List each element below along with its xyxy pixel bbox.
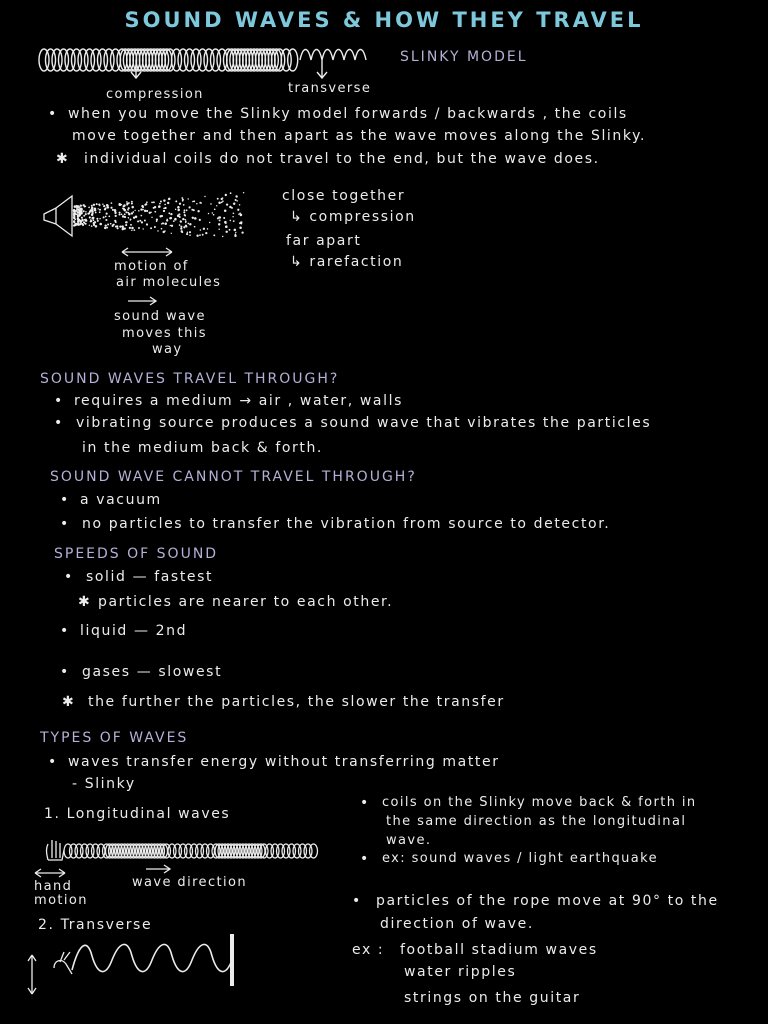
bullet-dot: •	[64, 569, 74, 585]
longitudinal-example: ex: sound waves / light earthquake	[382, 851, 658, 866]
types-heading: TYPES OF WAVES	[40, 730, 189, 746]
motion-label-line1: motion of	[114, 259, 189, 274]
bullet-dot: •	[360, 851, 370, 867]
bullet-dot: •	[54, 393, 64, 409]
double-arrow-icon	[118, 244, 178, 260]
sound-wave-label-line1: sound wave	[114, 309, 206, 324]
right-arrow-icon	[126, 294, 162, 308]
speaker-particles-diagram	[38, 190, 258, 250]
hand-label-line2: motion	[34, 893, 88, 908]
slinky-model-heading: SLINKY MODEL	[400, 49, 528, 65]
transverse-label: transverse	[288, 81, 372, 96]
longitudinal-bullet-line3: wave.	[386, 833, 432, 848]
hand-label-line1: hand	[34, 879, 73, 894]
bullet-dot: •	[360, 795, 370, 811]
example-ripples: water ripples	[404, 964, 517, 980]
bullet-dot: •	[48, 106, 58, 122]
slinky-bullet-line1: when you move the Slinky model forwards / backwards , the coils	[68, 106, 628, 122]
speeds-heading: SPEEDS OF SOUND	[54, 546, 219, 562]
example-guitar: strings on the guitar	[404, 990, 581, 1006]
star-icon: ✱	[78, 594, 92, 610]
bullet-dot: •	[352, 893, 362, 909]
compression-arrow-icon	[128, 58, 148, 82]
transverse-wave-drawing	[48, 930, 244, 992]
vibrating-bullet-line2: in the medium back & forth.	[82, 440, 323, 456]
longitudinal-title: 1. Longitudinal waves	[44, 806, 231, 822]
vacuum-bullet: a vacuum	[80, 492, 162, 508]
wave-direction-label: wave direction	[132, 875, 247, 890]
transverse-title: 2. Transverse	[38, 917, 153, 933]
travel-through-heading: SOUND WAVES TRAVEL THROUGH?	[40, 371, 340, 387]
far-apart-label: far apart	[286, 233, 362, 249]
rarefaction-note: ↳ rarefaction	[290, 254, 404, 270]
motion-label-line2: air molecules	[116, 275, 222, 290]
medium-bullet: requires a medium → air , water, walls	[74, 393, 403, 409]
bullet-dot: •	[60, 623, 70, 639]
solid-speed: solid — fastest	[86, 569, 214, 585]
bullet-dot: •	[48, 754, 58, 770]
hand-motion-arrow-icon	[32, 866, 70, 880]
gases-speed: gases — slowest	[82, 664, 223, 680]
cannot-travel-heading: SOUND WAVE CANNOT TRAVEL THROUGH?	[50, 469, 417, 485]
close-together-label: close together	[282, 188, 406, 204]
compression-label: compression	[106, 87, 204, 102]
liquid-speed: liquid — 2nd	[80, 623, 188, 639]
wave-direction-arrow-icon	[144, 862, 174, 876]
transverse-bullet-line2: direction of wave.	[380, 916, 534, 932]
bullet-dot: •	[60, 664, 70, 680]
slinky-bullet-line2: move together and then apart as the wave moves along the Slinky.	[72, 128, 647, 144]
star-icon: ✱	[56, 151, 70, 167]
longitudinal-spring-drawing	[64, 838, 324, 864]
no-particles-bullet: no particles to transfer the vibration from source to detector.	[82, 516, 611, 532]
sound-wave-label-line2: moves this	[122, 326, 207, 341]
slinky-note: individual coils do not travel to the end, but the wave does.	[84, 151, 600, 167]
compression-note: ↳ compression	[290, 209, 416, 225]
star-icon: ✱	[62, 694, 76, 710]
speed-note: the further the particles, the slower the transfer	[88, 694, 505, 710]
vibrating-bullet-line1: vibrating source produces a sound wave that vibrates the particles	[76, 415, 652, 431]
slinky-sub: - Slinky	[72, 776, 136, 792]
longitudinal-bullet-line1: coils on the Slinky move back & forth in	[382, 795, 697, 810]
bullet-dot: •	[54, 415, 64, 431]
transverse-bullet-line1: particles of the rope move at 90° to the	[376, 893, 719, 909]
example-label: ex :	[352, 942, 385, 958]
bullet-dot: •	[60, 516, 70, 532]
energy-bullet: waves transfer energy without transferring matter	[68, 754, 500, 770]
sound-wave-label-line3: way	[152, 342, 183, 357]
transverse-arrow-icon	[314, 58, 334, 82]
page-title: SOUND WAVES & HOW THEY TRAVEL	[124, 8, 644, 32]
solid-note: particles are nearer to each other.	[98, 594, 394, 610]
example-stadium: football stadium waves	[400, 942, 598, 958]
bullet-dot: •	[60, 492, 70, 508]
longitudinal-bullet-line2: the same direction as the longitudinal	[386, 814, 687, 829]
updown-arrow-icon	[24, 952, 40, 998]
